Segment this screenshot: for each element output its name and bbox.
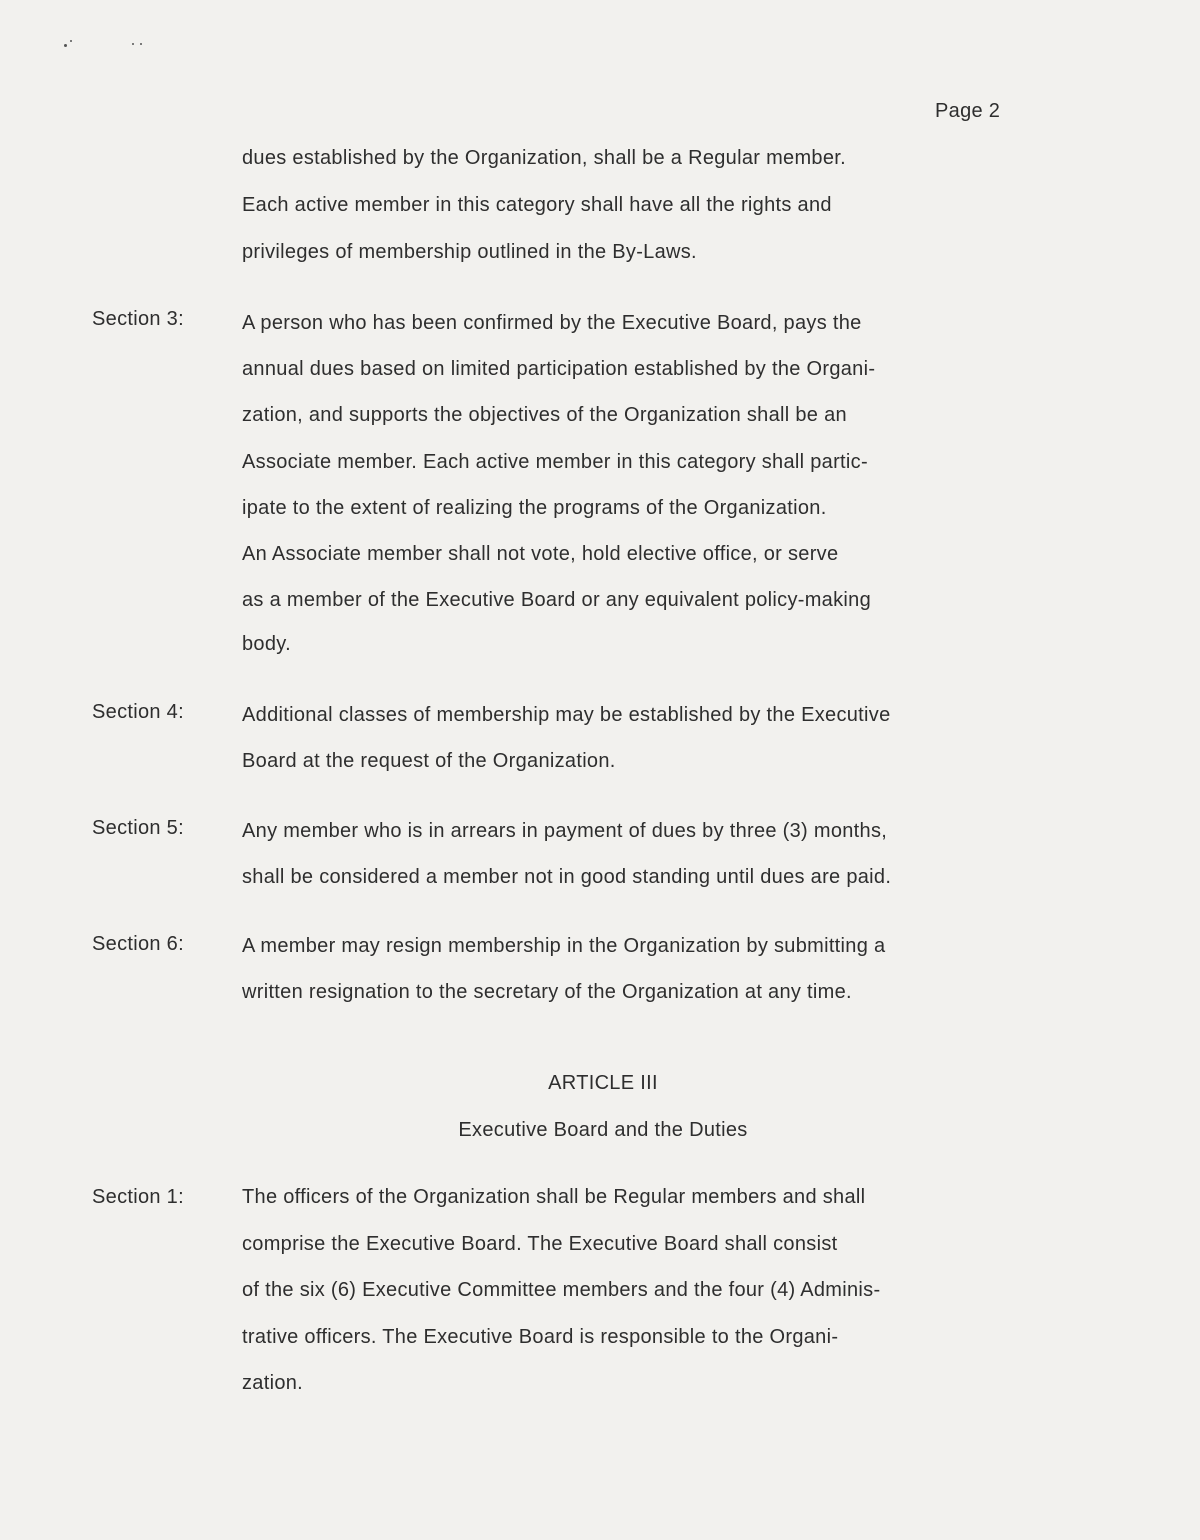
body-line: Board at the request of the Organization. [242,750,616,772]
body-line: A member may resign membership in the Organization by submitting a [242,935,886,957]
scan-speck [64,44,67,47]
body-line: as a member of the Executive Board or any equivalent policy-making [242,589,871,611]
body-line: privileges of membership outlined in the By-Laws. [242,241,697,263]
body-line: The officers of the Organization shall be Regular members and shall [242,1186,866,1208]
body-line: zation. [242,1372,304,1394]
section-label: Section 5: [92,817,184,839]
section-label: Section 4: [92,701,184,723]
body-line: ipate to the extent of realizing the programs of the Organization. [242,497,827,519]
article-subheading: Executive Board and the Duties [458,1119,748,1141]
body-line: Any member who is in arrears in payment of dues by three (3) months, [242,820,888,842]
body-line: written resignation to the secretary of the Organization at any time. [242,981,852,1003]
body-line: annual dues based on limited participation established by the Organi- [242,358,876,380]
body-line: Each active member in this category shall have all the rights and [242,194,832,216]
section-label: Section 1: [92,1186,184,1208]
section-label: Section 6: [92,933,184,955]
body-line: of the six (6) Executive Committee members and the four (4) Adminis- [242,1279,881,1301]
body-line: A person who has been confirmed by the Executive Board, pays the [242,312,862,334]
body-line: comprise the Executive Board. The Executive Board shall consist [242,1233,838,1255]
scan-speck [70,40,72,42]
body-line: dues established by the Organization, shall be a Regular member. [242,147,846,169]
article-heading: ARTICLE III [548,1072,658,1094]
body-line: Additional classes of membership may be established by the Executive [242,704,891,726]
body-line: zation, and supports the objectives of the Organization shall be an [242,404,847,426]
body-line: shall be considered a member not in good standing until dues are paid. [242,866,892,888]
section-label: Section 3: [92,308,184,330]
body-line: trative officers. The Executive Board is responsible to the Organi- [242,1326,839,1348]
body-line: Associate member. Each active member in this category shall partic- [242,451,868,473]
body-line: An Associate member shall not vote, hold elective office, or serve [242,543,839,565]
scan-speck [140,43,142,45]
scan-speck [132,43,134,45]
page-number: Page 2 [935,100,1001,122]
body-line: body. [242,633,291,655]
